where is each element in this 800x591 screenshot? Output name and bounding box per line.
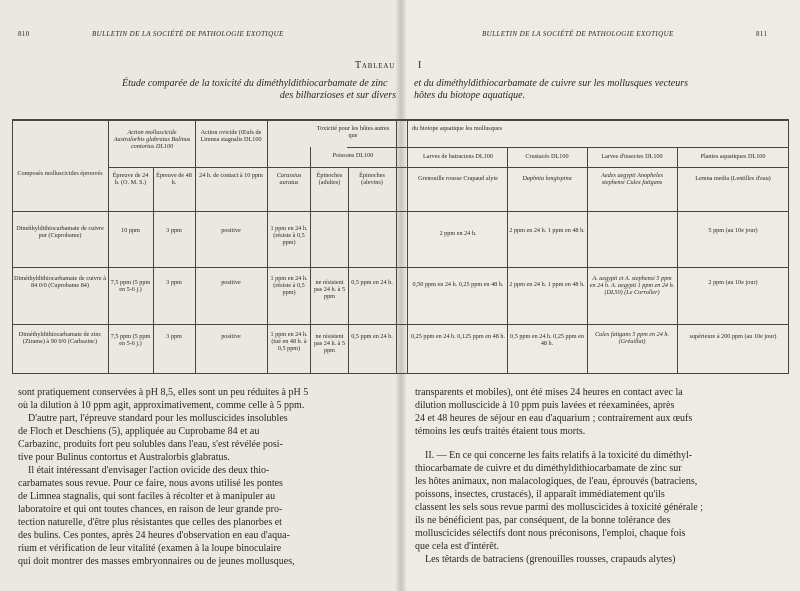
toxicity-table bbox=[12, 119, 789, 374]
subheader-grenouille: Grenouille rousse Crapaud alyte bbox=[418, 175, 498, 182]
row1-carassius: 1 ppm en 24 h. (résiste à 0,5 ppm) bbox=[270, 225, 308, 246]
left-line: carbamates sous revue. Pour ce faire, nous avons utilisé les pontes bbox=[18, 478, 283, 489]
table-number: I bbox=[418, 60, 422, 71]
row2-epinoches-adultes: ne résistent pas 24 h. à 5 ppm bbox=[313, 279, 346, 300]
left-line: des bulins. Ces pontes, après 24 heures d'observation en eau d'aqua- bbox=[18, 530, 290, 541]
right-body-text-2 bbox=[415, 449, 785, 566]
header-crustaces: Crustacés DL100 bbox=[525, 153, 569, 160]
left-page-number: 810 bbox=[18, 30, 30, 38]
header-toxicite-right: du biotope aquatique les mollusques bbox=[412, 125, 503, 132]
row2-mollusc-48: 3 ppm bbox=[166, 279, 182, 286]
right-line: ils ne bénéficient pas, par conséquent, de la bonne tolérance des bbox=[415, 515, 671, 526]
table-label: Tableau bbox=[355, 60, 396, 71]
right-line: classent les sels sous revue parmi des molluscicides à toxicité générale ; bbox=[415, 502, 703, 513]
row2-plantes: 2 ppm (au 10e jour) bbox=[708, 279, 758, 286]
left-body-text bbox=[18, 386, 384, 568]
row1-mollusc-48: 3 ppm bbox=[166, 227, 182, 234]
row3-mollusc-48: 3 ppm bbox=[166, 333, 182, 340]
left-line: laboratoire et qui ont toutes chances, en raison de leur grande pro- bbox=[18, 504, 283, 515]
row1-plantes: 5 ppm (au 10e jour) bbox=[708, 227, 758, 234]
caption-left-line1: Étude comparée de la toxicité du diméthyldithiocarbamate de zinc bbox=[122, 78, 388, 89]
left-line: sont pratiquement conservées à pH 8,5, elles sont un peu réduites à pH 5 bbox=[18, 387, 309, 398]
left-line: de Floch et Deschiens (5), appliquée au Cuprobame 84 et au bbox=[18, 426, 260, 437]
right-line: témoins les œufs traités étaient tous morts. bbox=[415, 426, 586, 437]
right-line: molluscicides sélectifs dont nous préconisons, l'emploi, chaque fois bbox=[415, 528, 686, 539]
header-action-ovicide: Action ovicide (Œufs de Limnea stagnalis DL100 bbox=[200, 129, 262, 143]
caption-left-line2: des bilharzioses et sur divers bbox=[279, 90, 396, 101]
subheader-epinoches-adultes: Épinoches (adultes) bbox=[316, 172, 343, 186]
row2-batraciens: 0,50 ppm en 24 h. 0,25 ppm en 48 h. bbox=[412, 281, 504, 288]
left-line: tection naturelle, d'être plus résistantes que celles des planorbes et bbox=[18, 517, 282, 528]
row3-crustaces: 0,5 ppm en 24 h. 0,25 ppm en 48 h. bbox=[510, 333, 584, 347]
caption-right-line1: et du diméthyldithiocarbamate de cuivre sur les mollusques vecteurs bbox=[414, 78, 689, 89]
row2-mollusc-24: 7,5 ppm (5 ppm en 5-6 j.) bbox=[110, 279, 151, 293]
left-line: D'autre part, l'épreuve standard pour les molluscicides insolubles bbox=[28, 413, 288, 424]
row2-epinoches-alevins: 0,5 ppm en 24 h. bbox=[351, 279, 393, 286]
header-batraciens: Larves de batraciens DL100 bbox=[423, 153, 493, 160]
header-action-molluscicide: Action molluscicide Australorbis glabratus Bulinus contortus DL100 bbox=[113, 129, 191, 150]
row3-carassius: 1 ppm en 24 h. (tué en 48 h. à 0,5 ppm) bbox=[270, 331, 308, 352]
subheader-24h-oms: Épreuve de 24 h. (O. M. S.) bbox=[112, 172, 149, 186]
subheader-carassius: Carassius auratus bbox=[276, 172, 302, 186]
right-line: les hôtes animaux, non malacologiques, de l'eau, éprouvés (batraciens, bbox=[415, 476, 698, 487]
row3-plantes: supérieure à 200 ppm (au 10e jour) bbox=[689, 333, 777, 340]
caption-right-line2: hôtes du biotope aquatique. bbox=[414, 90, 526, 101]
row3-batraciens: 0,25 ppm en 24 h. 0,125 ppm en 48 h. bbox=[410, 333, 505, 340]
header-poissons: Poissons DL100 bbox=[332, 152, 374, 159]
row2-compose: Diméthyldithiocarbamate de cuivre à 84 0/0 (Cuprobame 84) bbox=[14, 275, 106, 289]
left-line: Carbazinc, produits fort peu solubles dans l'eau, s'est révélée posi- bbox=[18, 439, 283, 450]
row3-compose: Diméthyldithiocarbamate de zinc (Zirame) à 90 0/0 (Carbazinc) bbox=[18, 331, 102, 345]
row3-epinoches-adultes: ne résistent pas 24 h. à 5 ppm bbox=[313, 333, 346, 354]
right-page-number: 811 bbox=[756, 30, 768, 38]
right-line: transparents et mobiles), ont été mises 24 heures en contact avec la bbox=[415, 387, 683, 398]
subheader-daphnia: Daphnia longispina bbox=[522, 175, 572, 182]
row3-mollusc-24: 7,5 ppm (5 ppm en 5-6 j.) bbox=[110, 333, 151, 347]
subheader-aedes: Aedes aegypti Anopheles stephensi Culex fatigans bbox=[601, 172, 663, 186]
left-line: où la dilution à 10 ppm agit, approximativement, comme celle à 5 ppm. bbox=[18, 400, 305, 411]
row1-mollusc-24: 10 ppm bbox=[121, 227, 140, 234]
subheader-48h: Épreuve de 48 h. bbox=[156, 172, 192, 186]
left-running-title: BULLETIN DE LA SOCIÉTÉ DE PATHOLOGIE EXOTIQUE bbox=[92, 30, 284, 38]
right-line: Les têtards de batraciens (grenouilles rousses, crapauds alytes) bbox=[425, 554, 676, 565]
right-line: poissons, insectes, crustacés), il apparaît immédiatement qu'ils bbox=[415, 489, 665, 500]
header-insectes: Larves d'insectes DL100 bbox=[601, 153, 663, 160]
left-line: qui doit montrer des masses embryonnaires ou de jeunes mollusques, bbox=[18, 556, 295, 567]
header-composes: Composés molluscicides éprouvés bbox=[17, 170, 103, 177]
row2-crustaces: 2 ppm en 24 h. 1 ppm en 48 h. bbox=[509, 281, 585, 288]
right-body-text-1 bbox=[415, 386, 785, 438]
row1-compose: Diméthyldithiocarbamate de cuivre pur (Cuprobame) bbox=[16, 225, 104, 239]
subheader-contact: 24 h. de contact à 10 ppm bbox=[199, 172, 263, 179]
right-running-title: BULLETIN DE LA SOCIÉTÉ DE PATHOLOGIE EXOTIQUE bbox=[482, 30, 674, 38]
row3-epinoches-alevins: 0,5 ppm en 24 h. bbox=[351, 333, 393, 340]
left-line: tive pour Bulinus contortus et Australorbis glabratus. bbox=[18, 452, 230, 463]
row2-ovicide: positive bbox=[221, 279, 241, 286]
left-line: rium et vérification de leur vitalité (examen à la loupe binoculaire bbox=[18, 543, 282, 554]
right-line: dilution molluscicide à 10 ppm puis lavées et réexaminées, après bbox=[415, 400, 675, 411]
row1-ovicide: positive bbox=[221, 227, 241, 234]
right-line: II. — En ce qui concerne les faits relatifs à la toxicité du diméthyl- bbox=[425, 450, 693, 461]
subheader-epinoches-alevins: Épinoches (alevins) bbox=[359, 172, 385, 186]
row3-insectes: Culex fatigans 5 ppm en 24 h. (Gréuillat) bbox=[594, 331, 670, 345]
row3-ovicide: positive bbox=[221, 333, 241, 340]
row2-carassius: 1 ppm en 24 h. (résiste à 0,5 ppm) bbox=[270, 275, 308, 296]
header-plantes: Plantes aquatiques DL100 bbox=[700, 153, 766, 160]
right-line: que cela est d'intérêt. bbox=[415, 541, 499, 552]
subheader-lemna: Lemna media (Lentilles d'eau) bbox=[695, 175, 771, 182]
left-line: de Limnea stagnalis, qui sont faciles à récolter et à manipuler au bbox=[18, 491, 276, 502]
row1-crustaces: 2 ppm en 24 h. 1 ppm en 48 h. bbox=[509, 227, 585, 234]
row1-batraciens: 2 ppm en 24 h. bbox=[439, 230, 477, 237]
right-line: 24 et 48 heures de séjour en eau d'aquarium ; contrairement aux œufs bbox=[415, 413, 693, 424]
left-line: Il était intéressant d'envisager l'action ovicide des deux thio- bbox=[28, 465, 270, 476]
right-line: thiocarbamate de cuivre et du diméthyldithiocarbamate de zinc sur bbox=[415, 463, 682, 474]
header-toxicite-left: Toxicité pour les hôtes autres que bbox=[316, 125, 390, 139]
row2-insectes: A. aegypti et A. stephensi 5 ppm en 24 h. A. aegypti 1 ppm en 24 h. (DL50) (Le Corroller) bbox=[589, 275, 675, 296]
